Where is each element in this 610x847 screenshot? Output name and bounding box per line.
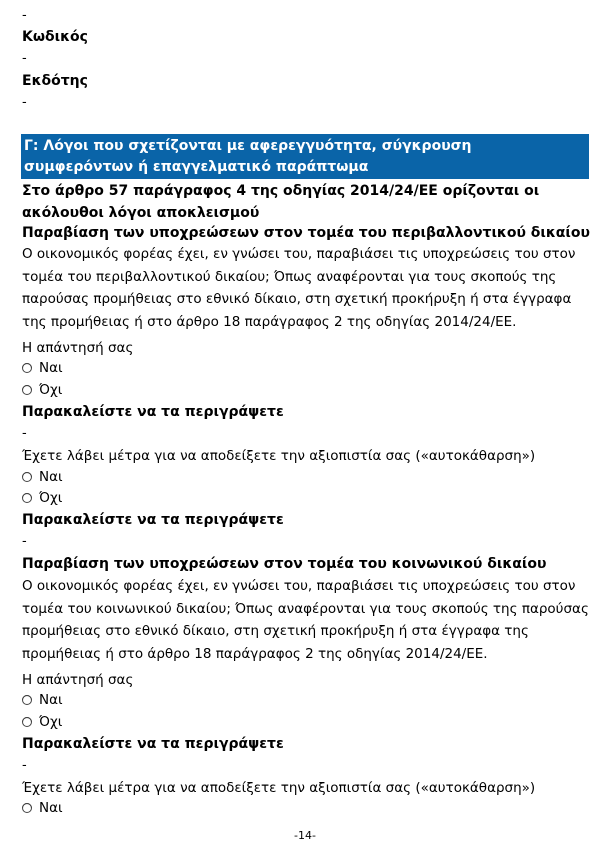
social-option-no[interactable] xyxy=(22,714,62,730)
env-describe-label: Παρακαλείστε να τα περιγράψετε xyxy=(22,404,284,420)
env-describe-value: - xyxy=(22,426,27,441)
radio-icon[interactable] xyxy=(22,472,33,483)
social-description: Ο οικονομικός φορέας έχει, εν γνώσει του, παραβιάσει τις υποχρεώσεις του στον τομέα του κοινωνικού δικαίου; Όπως αναφέρονται για τους σκοπούς της παρούσας προμήθειας στο εθνικό δίκαιο, στη σχετική προκήρυξη ή στα έγγραφα της προμήθειας ή στο άρθρο 18 παράγραφος 2 της οδηγίας 2014/24/ΕΕ. xyxy=(22,578,589,662)
section-intro: Στο άρθρο 57 παράγραφος 4 της οδηγίας 2014/24/ΕΕ ορίζονται οι ακόλουθοι λόγοι αποκλεισμού xyxy=(22,183,540,221)
radio-icon[interactable] xyxy=(22,803,33,814)
dash-value: - xyxy=(22,8,27,23)
section-banner: Γ: Λόγοι που σχετίζονται με αφερεγγυότητα, σύγκρουση συμφερόντων ή επαγγελματικό παράπτωμα xyxy=(21,134,589,179)
page-number: -14- xyxy=(294,829,316,842)
option-label: Ναι xyxy=(39,469,63,485)
option-label: Όχι xyxy=(39,714,63,730)
radio-icon[interactable] xyxy=(22,493,33,504)
option-label: Ναι xyxy=(39,692,63,708)
env-heading: Παραβίαση των υποχρεώσεων στον τομέα του περιβαλλοντικού δικαίου xyxy=(22,225,590,241)
option-label: Όχι xyxy=(39,382,63,398)
radio-icon[interactable] xyxy=(22,363,33,374)
env-selfclean-question: Έχετε λάβει μέτρα για να αποδείξετε την αξιοπιστία σας («αυτοκάθαρση») xyxy=(22,448,536,464)
code-value: - xyxy=(22,51,27,66)
option-label: Όχι xyxy=(39,490,63,506)
env-sc-describe-label: Παρακαλείστε να τα περιγράψετε xyxy=(22,512,284,528)
env-selfclean-yes[interactable] xyxy=(22,469,63,485)
env-description: Ο οικονομικός φορέας έχει, εν γνώσει του, παραβιάσει τις υποχρεώσεις του στον τομέα του περιβαλλοντικού δικαίου; Όπως αναφέρονται για τους σκοπούς της παρούσας προμήθειας στο εθνικό δίκαιο, στη σχετική προκήρυξη ή στα έγγραφα της προμήθειας ή στο άρθρο 18 παράγραφος 2 της οδηγίας 2014/24/ΕΕ. xyxy=(22,246,576,330)
social-answer-label: Η απάντησή σας xyxy=(22,672,134,688)
social-selfclean-yes[interactable] xyxy=(22,800,63,816)
social-heading: Παραβίαση των υποχρεώσεων στον τομέα του κοινωνικού δικαίου xyxy=(22,556,547,572)
social-describe-value: - xyxy=(22,758,27,773)
env-selfclean-no[interactable] xyxy=(22,490,62,506)
env-option-yes[interactable] xyxy=(22,360,63,376)
radio-icon[interactable] xyxy=(22,717,33,728)
social-option-yes[interactable] xyxy=(22,692,63,708)
social-selfclean-question: Έχετε λάβει μέτρα για να αποδείξετε την αξιοπιστία σας («αυτοκάθαρση») xyxy=(22,780,536,796)
social-describe-label: Παρακαλείστε να τα περιγράψετε xyxy=(22,736,284,752)
env-sc-describe-value: - xyxy=(22,534,27,549)
env-option-no[interactable] xyxy=(22,382,62,398)
issuer-label: Εκδότης xyxy=(22,73,88,89)
radio-icon[interactable] xyxy=(22,385,33,396)
radio-icon[interactable] xyxy=(22,695,33,706)
option-label: Ναι xyxy=(39,360,63,376)
env-answer-label: Η απάντησή σας xyxy=(22,340,134,356)
option-label: Ναι xyxy=(39,800,63,816)
issuer-value: - xyxy=(22,95,27,110)
code-label: Κωδικός xyxy=(22,29,88,45)
